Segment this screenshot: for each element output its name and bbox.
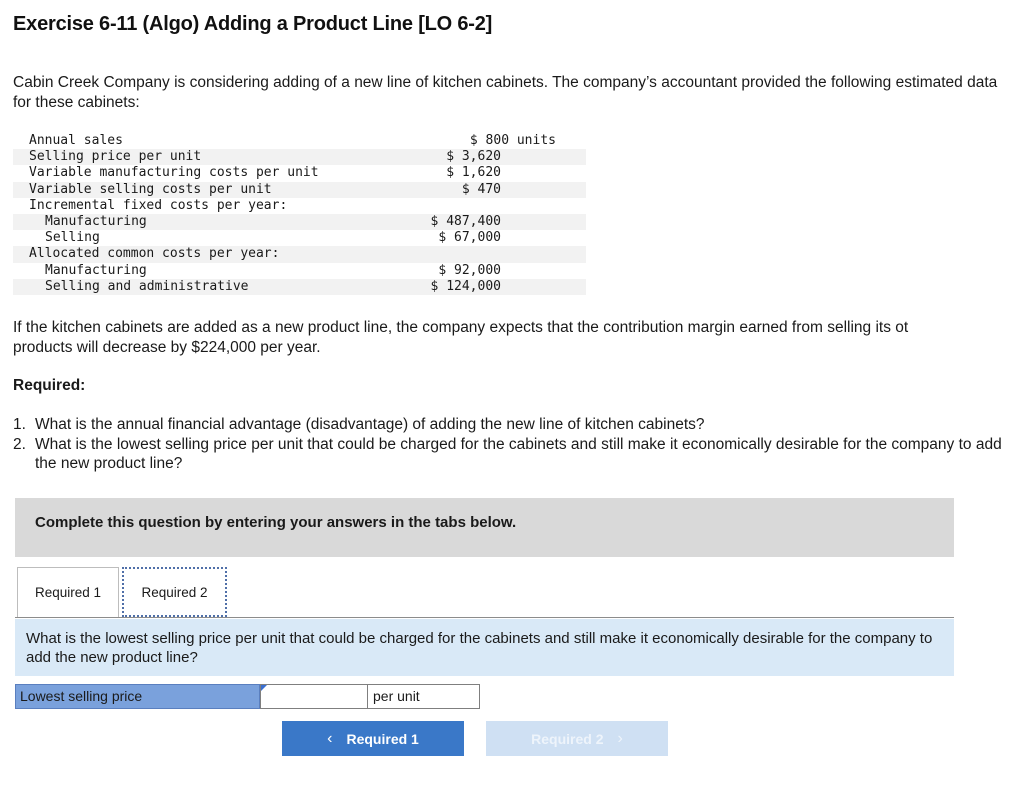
- row-label: Annual sales: [29, 133, 123, 149]
- row-label: Manufacturing: [45, 262, 147, 278]
- row-label: Selling: [45, 230, 100, 246]
- row-value: $ 470: [321, 182, 586, 198]
- table-row: [13, 279, 586, 295]
- table-row: [13, 182, 586, 198]
- tab-required-2[interactable]: Required 2: [122, 567, 227, 617]
- question-text: What is the annual financial advantage (disadvantage) of adding the new line of kitchen cabinets?: [35, 416, 705, 433]
- row-label: Variable manufacturing costs per unit: [29, 165, 319, 181]
- row-label: Allocated common costs per year:: [13, 246, 321, 262]
- table-row: [13, 230, 586, 246]
- row-value: $ 800 units: [469, 133, 556, 149]
- prev-required-1-button[interactable]: [282, 721, 464, 756]
- row-label: Manufacturing: [13, 214, 321, 230]
- next-button-label: Required 2: [531, 730, 604, 747]
- row-value: $ 92,000: [438, 262, 501, 278]
- table-row: [13, 149, 586, 165]
- row-value: $ 1,620: [446, 165, 501, 181]
- next-required-2-button[interactable]: [486, 721, 668, 756]
- row-value: $ 3,620: [321, 149, 586, 165]
- table-row: [13, 246, 586, 262]
- instructions-banner: [15, 498, 954, 557]
- lowest-selling-price-input[interactable]: [260, 684, 368, 709]
- chevron-right-icon: ›: [617, 729, 623, 747]
- list-item: [13, 435, 1013, 474]
- row-label: Variable selling costs per unit: [13, 182, 321, 198]
- data-table: [13, 133, 586, 295]
- tab-divider: [15, 617, 954, 618]
- row-label: Selling price per unit: [13, 149, 321, 165]
- question-text: What is the lowest selling price per unit that could be charged for the cabinets and still make it economically desirable for the company to add the new product line?: [35, 435, 1002, 472]
- input-flag-icon: [261, 685, 267, 691]
- page-title: Exercise 6-11 (Algo) Adding a Product Line [LO 6-2]: [13, 13, 493, 35]
- row-value: $ 124,000: [321, 279, 586, 295]
- table-row: [13, 165, 586, 181]
- answer-unit: per unit: [368, 684, 480, 709]
- table-row: [13, 263, 586, 279]
- intro-text: Cabin Creek Company is considering adding of a new line of kitchen cabinets. The company’s accountant provided the following estimated data for these cabinets:: [13, 74, 998, 111]
- question-number: 2.: [13, 435, 26, 453]
- required-heading: Required:: [13, 377, 86, 394]
- row-value: $ 67,000: [438, 230, 501, 246]
- tab-question-text: What is the lowest selling price per unit that could be charged for the cabinets and still make it economically desirable for the company to add the new product line?: [26, 630, 933, 666]
- instructions-text: Complete this question by entering your answers in the tabs below.: [35, 514, 517, 531]
- prev-button-label: Required 1: [346, 730, 419, 747]
- scenario-paragraph: If the kitchen cabinets are added as a new product line, the company expects that the contribution margin earned from selling its ot products will decrease by $224,000 per year.: [13, 319, 909, 356]
- row-unit: units: [516, 133, 556, 149]
- row-value: $ 487,400: [321, 214, 586, 230]
- tab-question-box: [15, 619, 954, 676]
- chevron-left-icon: ‹: [327, 729, 333, 747]
- tab-required-1[interactable]: Required 1: [17, 567, 119, 617]
- row-label: Incremental fixed costs per year:: [29, 197, 288, 213]
- row-label: Selling and administrative: [13, 279, 321, 295]
- table-row: [13, 133, 586, 149]
- list-item: [13, 415, 1013, 435]
- answer-label: Lowest selling price: [15, 684, 260, 709]
- table-row: [13, 214, 586, 230]
- table-row: [13, 198, 586, 214]
- question-number: 1.: [13, 416, 26, 433]
- question-list: [13, 415, 1013, 474]
